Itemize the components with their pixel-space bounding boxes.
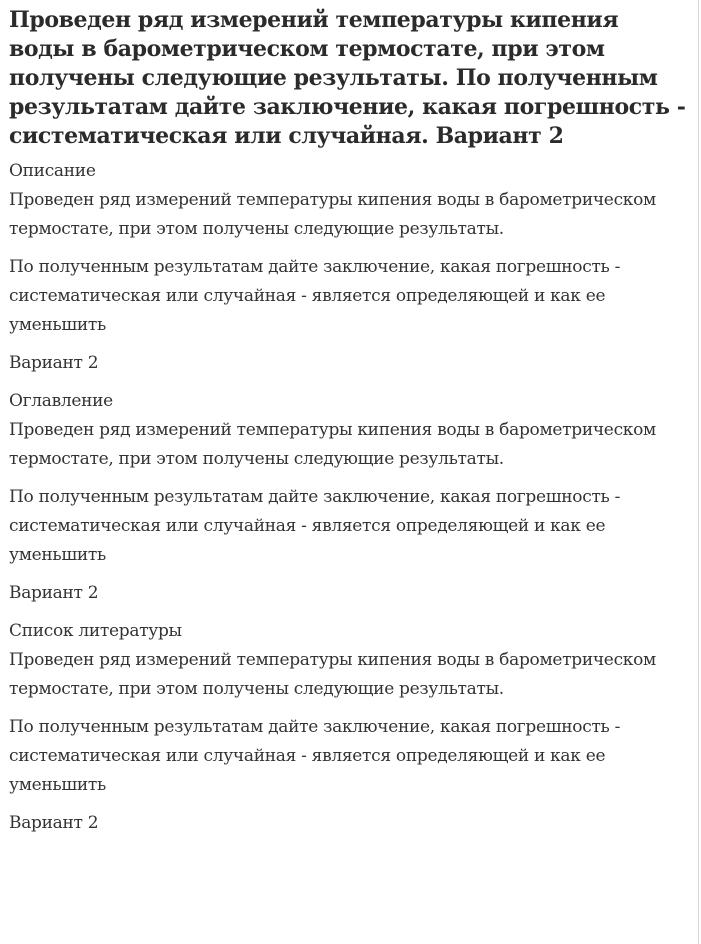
section-contents <box>9 387 690 608</box>
section-description <box>9 157 690 378</box>
contents-paragraph-2: По полученным результатам дайте заключение, какая погрешность - систематическая или случайная - является определяющей и как ее уменьшить <box>9 487 621 565</box>
description-paragraph-2: По полученным результатам дайте заключение, какая погрешность - систематическая или случайная - является определяющей и как ее уменьшить <box>9 257 621 335</box>
contents-paragraph-1: Проведен ряд измерений температуры кипения воды в барометрическом термостате, при этом получены следующие результаты. <box>9 420 656 469</box>
page-title: Проведен ряд измерений температуры кипения воды в барометрическом термостате, при этом получены следующие результаты. По полученным результатам дайте заключение, какая погрешность - систематическая или случайная. Вариант 2 <box>9 7 686 149</box>
description-paragraph-1: Проведен ряд измерений температуры кипения воды в барометрическом термостате, при этом получены следующие результаты. <box>9 190 656 239</box>
references-variant: Вариант 2 <box>9 813 99 833</box>
section-heading-references: Список литературы <box>9 621 182 641</box>
description-variant: Вариант 2 <box>9 353 99 373</box>
references-paragraph-2: По полученным результатам дайте заключение, какая погрешность - систематическая или случайная - является определяющей и как ее уменьшить <box>9 717 621 795</box>
section-heading-contents: Оглавление <box>9 391 113 411</box>
section-heading-description: Описание <box>9 161 96 181</box>
references-paragraph-1: Проведен ряд измерений температуры кипения воды в барометрическом термостате, при этом получены следующие результаты. <box>9 650 656 699</box>
contents-variant: Вариант 2 <box>9 583 99 603</box>
section-references <box>9 617 690 838</box>
